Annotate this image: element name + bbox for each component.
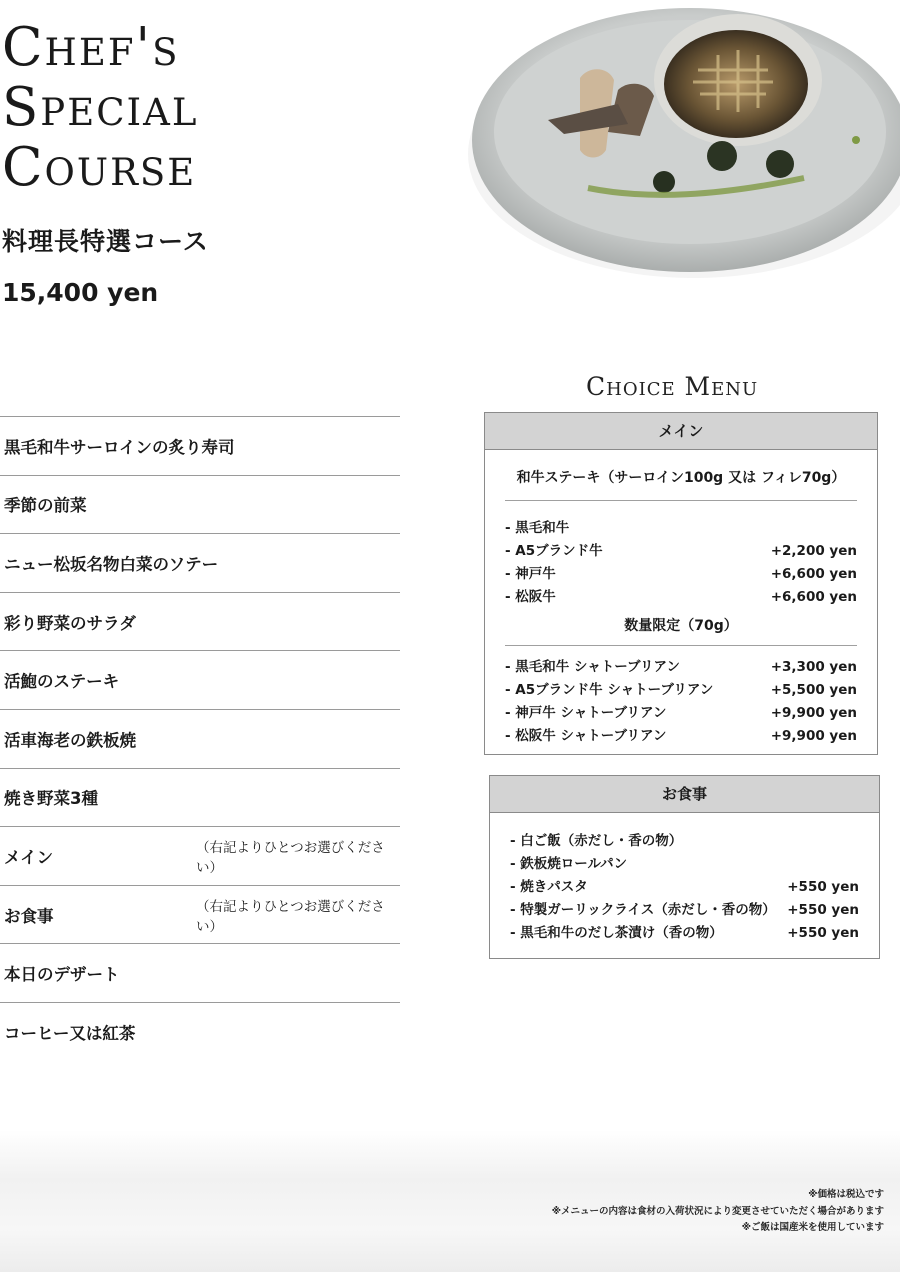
course-item-label: ニュー松坂名物白菜のソテー [4, 554, 219, 574]
option-row [490, 899, 879, 922]
option-price: +550 yen [787, 925, 859, 941]
main-choice-header: メイン [485, 413, 877, 450]
meal-choice-box [489, 775, 880, 959]
option-price: +9,900 yen [770, 728, 857, 744]
option-price: +6,600 yen [770, 566, 857, 582]
option-price: +550 yen [787, 879, 859, 895]
option-name: - 神戸牛 [505, 566, 556, 582]
footnote: ※メニューの内容は食材の入荷状況により変更させていただく場合があります [551, 1205, 884, 1217]
steak-line: 和牛ステーキ（サーロイン100g 又は フィレ70g） [516, 470, 846, 486]
list-item [0, 943, 400, 1002]
option-name: - 松阪牛 シャトーブリアン [505, 728, 667, 744]
title-line: Chef's [2, 17, 180, 78]
list-item [0, 826, 400, 885]
option-row [485, 702, 877, 725]
option-row [490, 876, 879, 899]
title-line: Special [2, 77, 199, 138]
option-price: +9,900 yen [770, 705, 857, 721]
list-item [0, 650, 400, 709]
option-name: - 松阪牛 [505, 589, 556, 605]
main-choice-box [484, 412, 878, 755]
option-name: - 黒毛和牛のだし茶漬け（香の物） [510, 925, 723, 941]
option-row [490, 922, 879, 945]
list-item [0, 416, 400, 475]
option-name: - 焼きパスタ [510, 879, 588, 895]
list-item [0, 533, 400, 592]
option-row [485, 563, 877, 586]
option-row [485, 517, 877, 540]
footnotes [552, 1187, 884, 1237]
option-name: - 鉄板焼ロールパン [510, 856, 628, 872]
course-title [2, 18, 198, 198]
option-name: - 特製ガーリックライス（赤だし・香の物） [510, 902, 776, 918]
footnote: ※価格は税込です [808, 1189, 884, 1200]
course-item-label: 本日のデザート [4, 965, 120, 985]
list-item [0, 709, 400, 768]
option-row [485, 586, 877, 609]
option-price: +2,200 yen [770, 543, 857, 559]
course-item-label: 黒毛和牛サーロインの炙り寿司 [4, 437, 235, 457]
abalone-plate-photo [468, 0, 900, 300]
option-name: - A5ブランド牛 シャトーブリアン [505, 682, 714, 698]
course-item-note: （右記よりひとつお選びください） [196, 898, 385, 935]
course-item-label: 焼き野菜3種 [4, 789, 98, 809]
option-price: +3,300 yen [770, 659, 857, 675]
course-item-note: （右記よりひとつお選びください） [196, 839, 385, 876]
choice-menu-title: Choice Menu [586, 372, 759, 401]
list-item [0, 475, 400, 534]
option-name: - 黒毛和牛 シャトーブリアン [505, 659, 680, 675]
course-list [0, 416, 400, 1061]
option-name: - A5ブランド牛 [505, 543, 603, 559]
option-row [490, 853, 879, 876]
option-row [485, 725, 877, 748]
course-item-label: お食事 [4, 906, 54, 926]
course-item-label: 彩り野菜のサラダ [4, 613, 136, 633]
list-item [0, 885, 400, 944]
option-row [485, 540, 877, 563]
limited-header: 数量限定（70g） [624, 618, 738, 634]
course-item-label: 活鮑のステーキ [4, 672, 120, 692]
option-row [490, 830, 879, 853]
list-item [0, 1002, 400, 1061]
divider [505, 645, 857, 646]
course-price: 15,400 yen [2, 278, 159, 307]
divider [505, 500, 857, 501]
option-row [485, 656, 877, 679]
option-name: - 白ご飯（赤だし・香の物） [510, 833, 683, 849]
option-name: - 神戸牛 シャトーブリアン [505, 705, 667, 721]
course-item-label: コーヒー又は紅茶 [4, 1023, 136, 1043]
option-price: +6,600 yen [770, 589, 857, 605]
course-item-label: 季節の前菜 [4, 496, 87, 516]
list-item [0, 768, 400, 827]
footnote: ※ご飯は国産米を使用しています [741, 1222, 884, 1233]
course-item-label: メイン [4, 847, 54, 867]
list-item [0, 592, 400, 651]
course-item-label: 活車海老の鉄板焼 [4, 730, 136, 750]
title-line: Course [2, 137, 197, 198]
meal-choice-header: お食事 [490, 776, 879, 813]
option-price: +5,500 yen [770, 682, 857, 698]
option-name: - 黒毛和牛 [505, 520, 570, 536]
option-price: +550 yen [787, 902, 859, 918]
option-row [485, 679, 877, 702]
course-title-jp: 料理長特選コース [2, 227, 209, 256]
